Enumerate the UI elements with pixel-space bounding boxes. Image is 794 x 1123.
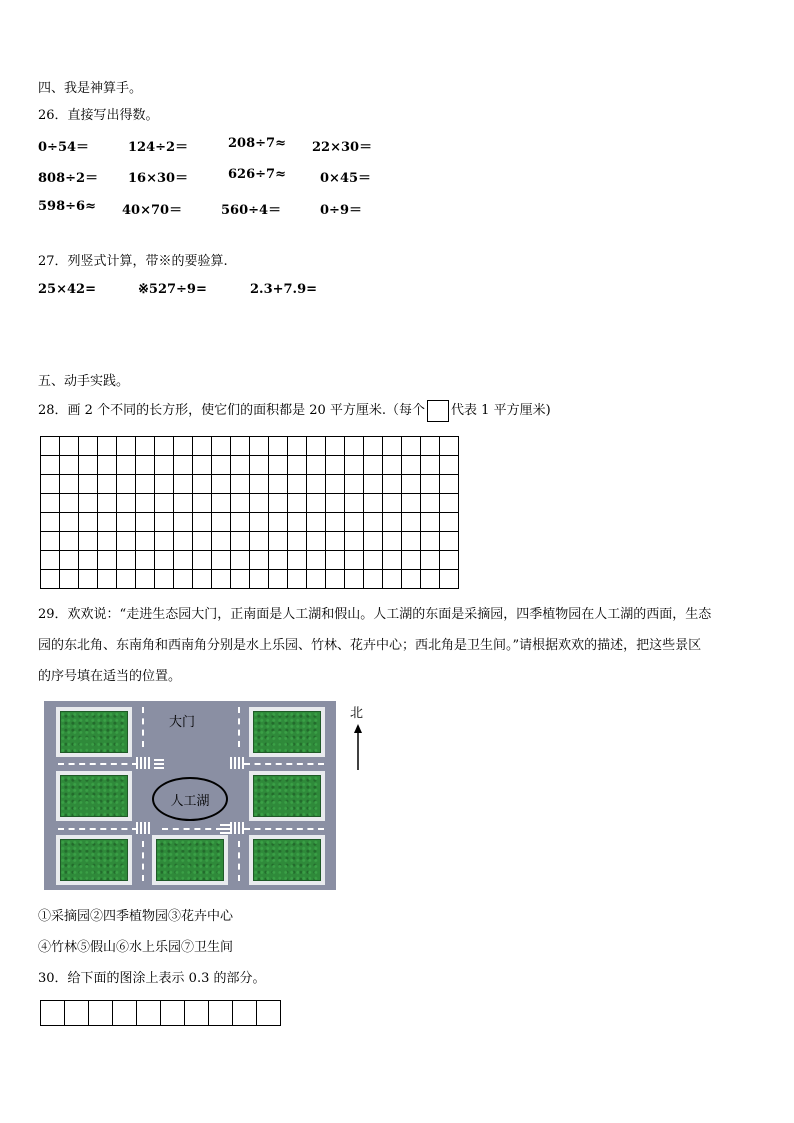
grid-cell[interactable] (136, 551, 155, 570)
grid-cell[interactable] (383, 437, 402, 456)
artificial-lake (152, 777, 228, 821)
grid-cell[interactable] (231, 513, 250, 532)
grid-cell[interactable] (231, 551, 250, 570)
q26-item: 0×45＝ (320, 171, 372, 186)
north-label: 北 (350, 706, 364, 721)
grid-cell[interactable] (269, 532, 288, 551)
grid-cell[interactable] (326, 494, 345, 513)
ecopark-map (44, 701, 336, 890)
grid-cell[interactable] (326, 456, 345, 475)
plot-northeast[interactable] (249, 707, 325, 757)
plot-southeast[interactable] (249, 835, 325, 885)
grid-cell[interactable] (364, 456, 383, 475)
grid-cell[interactable] (269, 456, 288, 475)
grid-cell[interactable] (117, 437, 136, 456)
grid-cell[interactable] (402, 494, 421, 513)
grid-cell[interactable] (250, 570, 269, 589)
grid-cell[interactable] (60, 475, 79, 494)
strip-cell[interactable] (41, 1001, 65, 1026)
grid-cell[interactable] (307, 532, 326, 551)
grid-cell[interactable] (383, 475, 402, 494)
grid-cell[interactable] (364, 494, 383, 513)
grid-cell[interactable] (212, 513, 231, 532)
q30-fraction-strip[interactable] (40, 1000, 281, 1026)
q29-line-3: 的序号填在适当的位置。 (38, 669, 182, 684)
grid-cell[interactable] (307, 551, 326, 570)
grid-cell[interactable] (440, 513, 459, 532)
grid-cell[interactable] (98, 513, 117, 532)
grid-cell[interactable] (79, 456, 98, 475)
q26-item: 560÷4＝ (221, 203, 282, 218)
grid-cell[interactable] (288, 551, 307, 570)
grid-cell[interactable] (79, 475, 98, 494)
grid-cell[interactable] (117, 532, 136, 551)
grid-cell[interactable] (250, 437, 269, 456)
grid-cell[interactable] (440, 437, 459, 456)
grid-cell[interactable] (364, 513, 383, 532)
grid-cell[interactable] (250, 456, 269, 475)
grid-cell[interactable] (421, 513, 440, 532)
grid-cell[interactable] (383, 456, 402, 475)
grid-cell[interactable] (136, 475, 155, 494)
grid-cell[interactable] (193, 437, 212, 456)
q29-options-line-2: ④竹林⑤假山⑥水上乐园⑦卫生间 (38, 940, 234, 955)
q29-line-2: 园的东北角、东南角和西南角分别是水上乐园、竹林、花卉中心；西北角是卫生间。”请根据欢欢的描述，把这些景区 (38, 638, 702, 653)
grid-cell[interactable] (345, 513, 364, 532)
q30-title: 30．给下面的图涂上表示 0.3 的部分。 (38, 971, 266, 986)
q28-drawing-grid[interactable] (40, 436, 459, 589)
grid-cell[interactable] (60, 551, 79, 570)
grid-cell[interactable] (136, 437, 155, 456)
grid-cell[interactable] (364, 475, 383, 494)
crosswalk (230, 822, 246, 834)
grid-cell[interactable] (98, 437, 117, 456)
grid-cell[interactable] (212, 494, 231, 513)
grid-cell[interactable] (307, 456, 326, 475)
q27-item: ※527÷9= (138, 282, 207, 297)
grid-cell[interactable] (193, 513, 212, 532)
grid-cell[interactable] (288, 532, 307, 551)
q26-item: 626÷7≈ (228, 167, 286, 182)
grid-cell[interactable] (345, 570, 364, 589)
grid-cell[interactable] (288, 494, 307, 513)
crosswalk (220, 822, 230, 834)
grid-cell[interactable] (345, 437, 364, 456)
grid-cell[interactable] (136, 532, 155, 551)
grid-cell[interactable] (41, 570, 60, 589)
grid-cell[interactable] (402, 456, 421, 475)
grid-cell[interactable] (117, 570, 136, 589)
grid-cell[interactable] (288, 456, 307, 475)
grid-cell[interactable] (212, 456, 231, 475)
road-marking (58, 763, 138, 765)
q29-options-line-1: ①采摘园②四季植物园③花卉中心 (38, 909, 234, 924)
grid-cell[interactable] (326, 437, 345, 456)
grid-cell[interactable] (250, 551, 269, 570)
grid-cell[interactable] (155, 456, 174, 475)
grid-cell[interactable] (440, 456, 459, 475)
grid-cell[interactable] (98, 532, 117, 551)
grid-cell[interactable] (288, 475, 307, 494)
grid-cell[interactable] (231, 494, 250, 513)
grid-cell[interactable] (212, 437, 231, 456)
q26-title: 26．直接写出得数。 (38, 108, 159, 123)
road-marking (142, 707, 144, 747)
road-marking (142, 841, 144, 881)
grid-cell[interactable] (60, 456, 79, 475)
grid-cell[interactable] (174, 456, 193, 475)
q28-question (38, 399, 551, 422)
grid-cell[interactable] (79, 437, 98, 456)
q26-item: 22×30＝ (312, 140, 373, 155)
grid-cell[interactable] (212, 570, 231, 589)
strip-cell[interactable] (113, 1001, 137, 1026)
grid-cell[interactable] (364, 551, 383, 570)
grid-cell[interactable] (345, 532, 364, 551)
q26-item: 0÷54＝ (38, 140, 90, 155)
grid-cell[interactable] (269, 570, 288, 589)
grid-cell[interactable] (174, 475, 193, 494)
grid-cell[interactable] (155, 513, 174, 532)
grid-cell[interactable] (79, 513, 98, 532)
grid-cell[interactable] (136, 570, 155, 589)
north-arrow-icon (352, 724, 364, 772)
grid-cell[interactable] (41, 532, 60, 551)
plot-west[interactable] (56, 771, 132, 821)
grid-cell[interactable] (98, 475, 117, 494)
q29-line-1: 29．欢欢说：“走进生态园大门，正南面是人工湖和假山。人工湖的东面是采摘园，四季植物园在人工湖的西面，生态 (38, 607, 712, 622)
grid-cell[interactable] (117, 456, 136, 475)
grid-cell[interactable] (326, 475, 345, 494)
grid-cell[interactable] (402, 551, 421, 570)
grid-cell[interactable] (136, 494, 155, 513)
road-marking (244, 828, 324, 830)
strip-cell[interactable] (161, 1001, 185, 1026)
grid-cell[interactable] (60, 494, 79, 513)
road-marking (244, 763, 324, 765)
section5-title: 五、动手实践。 (38, 374, 130, 389)
grid-cell[interactable] (307, 513, 326, 532)
grid-cell[interactable] (402, 570, 421, 589)
q26-item: 40×70＝ (122, 203, 183, 218)
plot-northwest[interactable] (56, 707, 132, 757)
grid-cell[interactable] (326, 513, 345, 532)
q28-text-after: 代表 1 平方厘米) (451, 403, 551, 418)
plot-south[interactable] (152, 835, 228, 885)
grid-cell[interactable] (383, 494, 402, 513)
strip-cell[interactable] (257, 1001, 281, 1026)
grid-cell[interactable] (345, 475, 364, 494)
grid-cell[interactable] (117, 513, 136, 532)
grid-cell[interactable] (155, 532, 174, 551)
grid-cell[interactable] (174, 494, 193, 513)
grid-cell[interactable] (440, 570, 459, 589)
grid-cell[interactable] (364, 437, 383, 456)
grid-cell[interactable] (193, 532, 212, 551)
grid-cell[interactable] (364, 570, 383, 589)
grid-cell[interactable] (98, 456, 117, 475)
grid-cell[interactable] (174, 513, 193, 532)
q26-item: 16×30＝ (128, 171, 189, 186)
grid-cell[interactable] (117, 475, 136, 494)
grid-cell[interactable] (193, 570, 212, 589)
grid-cell[interactable] (288, 570, 307, 589)
grid-cell[interactable] (402, 513, 421, 532)
strip-cell[interactable] (65, 1001, 89, 1026)
grid-cell[interactable] (155, 570, 174, 589)
grid-cell[interactable] (212, 475, 231, 494)
crosswalk (136, 822, 152, 834)
grid-cell[interactable] (212, 551, 231, 570)
grid-cell[interactable] (421, 570, 440, 589)
crosswalk (136, 757, 152, 769)
grid-cell[interactable] (231, 437, 250, 456)
gate-label: 大门 (169, 715, 196, 730)
grid-cell[interactable] (421, 551, 440, 570)
grid-cell[interactable] (269, 494, 288, 513)
grid-cell[interactable] (440, 475, 459, 494)
grid-cell[interactable] (41, 513, 60, 532)
grid-cell[interactable] (174, 570, 193, 589)
grid-cell[interactable] (250, 513, 269, 532)
grid-cell[interactable] (231, 570, 250, 589)
grid-cell[interactable] (421, 456, 440, 475)
grid-cell[interactable] (41, 475, 60, 494)
q27-title: 27．列竖式计算，带※的要验算. (38, 254, 228, 269)
grid-cell[interactable] (60, 532, 79, 551)
strip-cell[interactable] (137, 1001, 161, 1026)
grid-cell[interactable] (155, 551, 174, 570)
grid-cell[interactable] (155, 475, 174, 494)
grid-cell[interactable] (193, 456, 212, 475)
q27-item: 25×42= (38, 282, 96, 297)
grid-cell[interactable] (250, 532, 269, 551)
unit-square-icon (427, 400, 449, 422)
grid-cell[interactable] (60, 570, 79, 589)
grid-cell[interactable] (440, 494, 459, 513)
grid-cell[interactable] (402, 532, 421, 551)
grid-cell[interactable] (383, 513, 402, 532)
grid-cell[interactable] (41, 437, 60, 456)
plot-east[interactable] (249, 771, 325, 821)
grid-cell[interactable] (79, 570, 98, 589)
grid-cell[interactable] (98, 494, 117, 513)
section4-title: 四、我是神算手。 (38, 81, 143, 96)
strip-cell[interactable] (209, 1001, 233, 1026)
grid-cell[interactable] (117, 494, 136, 513)
grid-cell[interactable] (269, 475, 288, 494)
grid-cell[interactable] (307, 437, 326, 456)
plot-southwest[interactable] (56, 835, 132, 885)
grid-cell[interactable] (231, 475, 250, 494)
grid-cell[interactable] (402, 437, 421, 456)
q26-item: 0÷9＝ (320, 203, 362, 218)
grid-cell[interactable] (155, 494, 174, 513)
road-marking (238, 841, 240, 881)
grid-cell[interactable] (421, 437, 440, 456)
grid-cell[interactable] (98, 570, 117, 589)
crosswalk (154, 757, 164, 769)
grid-cell[interactable] (383, 570, 402, 589)
grid-cell[interactable] (155, 437, 174, 456)
grid-cell[interactable] (421, 494, 440, 513)
grid-cell[interactable] (79, 532, 98, 551)
grid-cell[interactable] (212, 532, 231, 551)
grid-cell[interactable] (193, 475, 212, 494)
grid-cell[interactable] (345, 494, 364, 513)
grid-cell[interactable] (326, 570, 345, 589)
q26-item: 808÷2＝ (38, 171, 99, 186)
grid-cell[interactable] (288, 513, 307, 532)
grid-cell[interactable] (136, 456, 155, 475)
grid-cell[interactable] (440, 551, 459, 570)
grid-cell[interactable] (345, 551, 364, 570)
strip-cell[interactable] (185, 1001, 209, 1026)
grid-cell[interactable] (60, 513, 79, 532)
strip-cell[interactable] (89, 1001, 113, 1026)
grid-cell[interactable] (174, 437, 193, 456)
grid-cell[interactable] (117, 551, 136, 570)
grid-cell[interactable] (421, 532, 440, 551)
crosswalk (230, 757, 246, 769)
grid-cell[interactable] (193, 551, 212, 570)
grid-cell[interactable] (326, 532, 345, 551)
grid-cell[interactable] (440, 532, 459, 551)
grid-cell[interactable] (98, 551, 117, 570)
grid-cell[interactable] (307, 494, 326, 513)
grid-cell[interactable] (307, 475, 326, 494)
grid-cell[interactable] (250, 475, 269, 494)
q26-item: 208÷7≈ (228, 136, 286, 151)
q26-item: 598÷6≈ (38, 199, 96, 214)
grid-cell[interactable] (79, 551, 98, 570)
grid-cell[interactable] (193, 494, 212, 513)
grid-cell[interactable] (250, 494, 269, 513)
grid-cell[interactable] (421, 475, 440, 494)
grid-cell[interactable] (383, 551, 402, 570)
q28-text-before: 28．画 2 个不同的长方形，使它们的面积都是 20 平方厘米.（每个 (38, 403, 426, 418)
grid-cell[interactable] (326, 551, 345, 570)
grid-cell[interactable] (307, 570, 326, 589)
grid-cell[interactable] (60, 437, 79, 456)
grid-cell[interactable] (136, 513, 155, 532)
grid-cell[interactable] (288, 437, 307, 456)
grid-cell[interactable] (174, 532, 193, 551)
road-marking (58, 828, 138, 830)
grid-cell[interactable] (364, 532, 383, 551)
road-marking (238, 707, 240, 747)
grid-cell[interactable] (41, 551, 60, 570)
grid-cell[interactable] (174, 551, 193, 570)
grid-cell[interactable] (345, 456, 364, 475)
grid-cell[interactable] (41, 456, 60, 475)
grid-cell[interactable] (383, 532, 402, 551)
grid-cell[interactable] (269, 513, 288, 532)
q26-item: 124÷2＝ (128, 140, 189, 155)
grid-cell[interactable] (269, 551, 288, 570)
grid-cell[interactable] (41, 494, 60, 513)
road-marking (162, 828, 222, 830)
strip-cell[interactable] (233, 1001, 257, 1026)
grid-cell[interactable] (231, 456, 250, 475)
grid-cell[interactable] (402, 475, 421, 494)
lake-label: 人工湖 (170, 793, 210, 809)
grid-cell[interactable] (79, 494, 98, 513)
q27-item: 2.3+7.9= (250, 282, 318, 297)
grid-cell[interactable] (269, 437, 288, 456)
grid-cell[interactable] (231, 532, 250, 551)
